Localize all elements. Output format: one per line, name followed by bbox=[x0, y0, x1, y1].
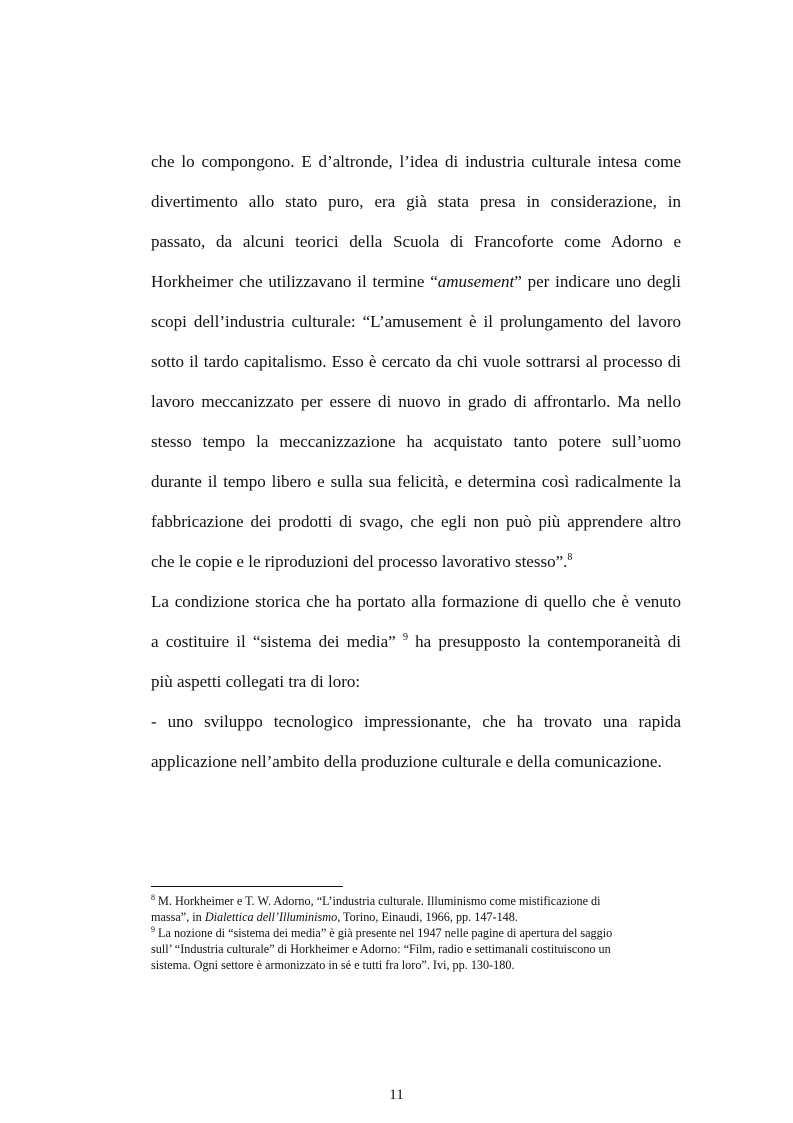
text-line: fabbricazione dei prodotti di svago, che egli non può più apprendere altro bbox=[151, 512, 681, 531]
text-span: che le copie e le riproduzioni del processo lavorativo stesso”. bbox=[151, 552, 568, 571]
text-line: divertimento allo stato puro, era già stata presa in considerazione, in bbox=[151, 192, 681, 211]
footnote-ref: 8 bbox=[567, 552, 573, 563]
text-line: - uno sviluppo tecnologico impressionante, che ha trovato una rapida bbox=[151, 712, 681, 731]
footnote-number: 8 bbox=[151, 893, 155, 902]
text-line bbox=[151, 552, 681, 572]
text-span: ha presupposto la contemporaneità di bbox=[407, 632, 681, 651]
footnote-9-cont: sull’ “Industria culturale” di Horkheimer e Adorno: “Film, radio e settimanali costituiscono un bbox=[151, 942, 611, 956]
text-line: sotto il tardo capitalismo. Esso è cercato da chi vuole sottrarsi al processo di bbox=[151, 352, 681, 371]
text-line bbox=[151, 272, 681, 292]
page-number: 11 bbox=[389, 1087, 404, 1103]
text-line: lavoro meccanizzato per essere di nuovo in grado di affrontarlo. Ma nello bbox=[151, 392, 681, 411]
footnote-title: Dialettica dell’Illuminismo bbox=[204, 910, 338, 924]
footnote-separator bbox=[151, 886, 343, 887]
footnote-number: 9 bbox=[151, 925, 155, 934]
footnote-text: massa”, in bbox=[151, 910, 205, 924]
text-line: che lo compongono. E d’altronde, l’idea di industria culturale intesa come bbox=[151, 152, 681, 171]
footnote-8 bbox=[151, 894, 691, 908]
footnote-9-cont: sistema. Ogni settore è armonizzato in sé e tutti fra loro”. Ivi, pp. 130-180. bbox=[151, 958, 515, 972]
text-line bbox=[151, 632, 681, 652]
footnote-ref: 9 bbox=[402, 632, 408, 643]
footnote-9 bbox=[151, 926, 691, 940]
italic-term: amusement bbox=[437, 272, 515, 291]
text-line: applicazione nell’ambito della produzione culturale e della comunicazione. bbox=[151, 752, 662, 771]
footnote-text: , Torino, Einaudi, 1966, pp. 147-148. bbox=[337, 910, 518, 924]
text-line: passato, da alcuni teorici della Scuola di Francoforte come Adorno e bbox=[151, 232, 681, 251]
footnote-8-cont bbox=[151, 910, 691, 924]
text-line: più aspetti collegati tra di loro: bbox=[151, 672, 361, 691]
text-span: ” per indicare uno degli bbox=[514, 272, 681, 291]
text-line: durante il tempo libero e sulla sua felicità, e determina così radicalmente la bbox=[151, 472, 681, 491]
text-span: a costituire il “sistema dei media” bbox=[151, 632, 403, 651]
footnote-text: M. Horkheimer e T. W. Adorno, “L’industria culturale. Illuminismo come mistificazione di bbox=[158, 894, 601, 908]
text-line: scopi dell’industria culturale: “L’amusement è il prolungamento del lavoro bbox=[151, 312, 681, 331]
text-line: La condizione storica che ha portato alla formazione di quello che è venuto bbox=[151, 592, 681, 611]
text-line: stesso tempo la meccanizzazione ha acquistato tanto potere sull’uomo bbox=[151, 432, 681, 451]
footnote-text: La nozione di “sistema dei media” è già presente nel 1947 nelle pagine di apertura del saggio bbox=[158, 926, 613, 940]
text-span: Horkheimer che utilizzavano il termine “ bbox=[151, 272, 438, 291]
